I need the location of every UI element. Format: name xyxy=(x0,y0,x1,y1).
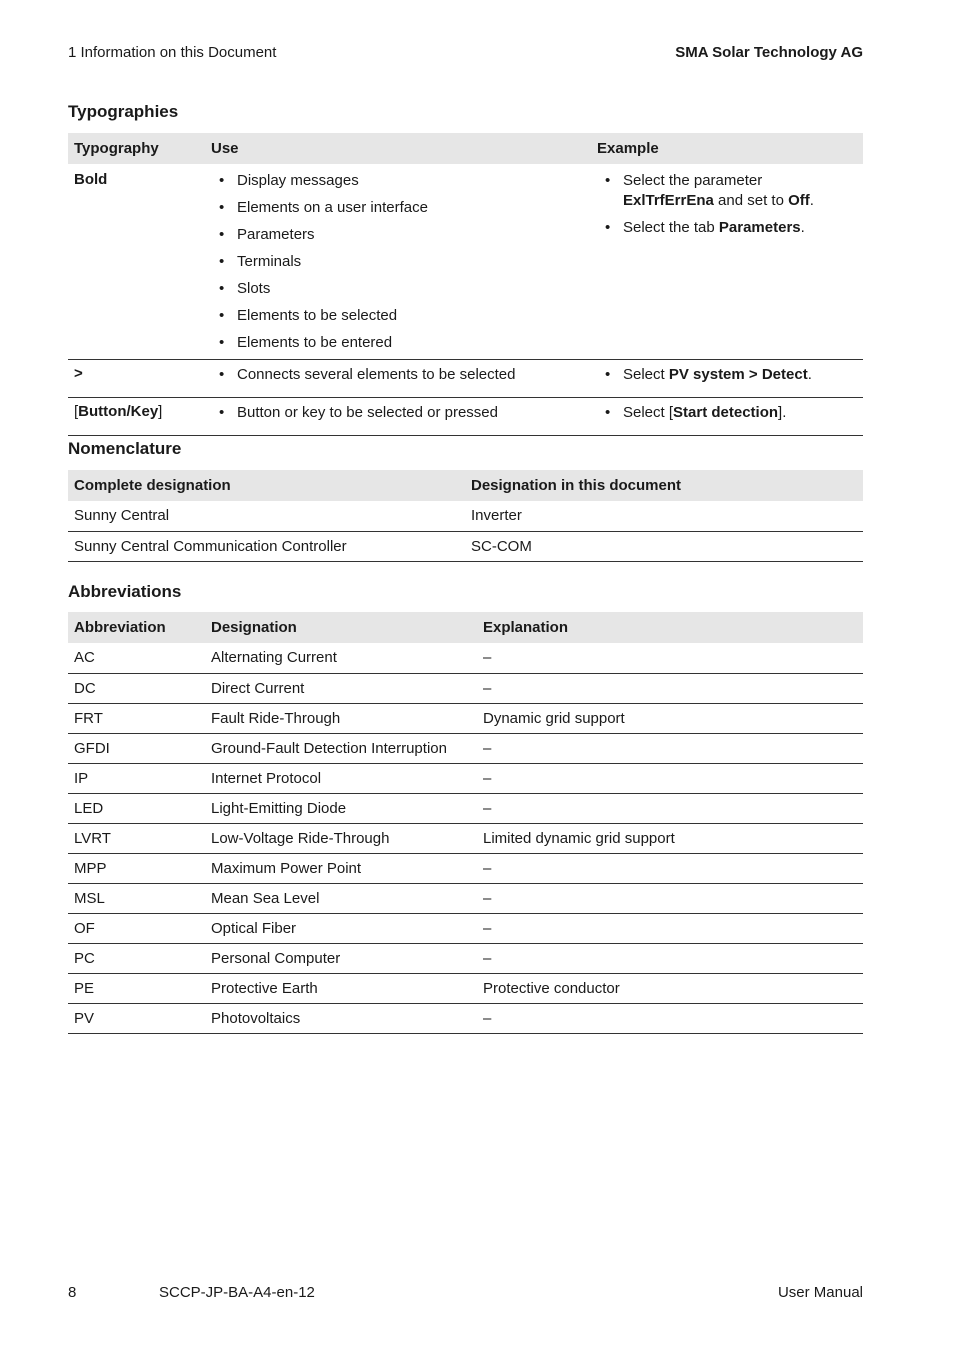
use-cell xyxy=(205,398,591,436)
example-bold-text: Start detection xyxy=(673,404,779,421)
table-row xyxy=(68,643,863,673)
bracket-text: ] xyxy=(158,403,163,420)
designation-cell: Personal Computer xyxy=(205,943,477,973)
table-row xyxy=(68,703,863,733)
list-item xyxy=(597,403,857,423)
table-row xyxy=(68,763,863,793)
example-text: and set to xyxy=(713,192,789,209)
designation-cell: Mean Sea Level xyxy=(205,883,477,913)
list-item xyxy=(597,218,857,238)
example-list xyxy=(597,365,857,385)
example-bold-text: ExlTrfErrEna xyxy=(623,192,714,209)
abbreviations-table xyxy=(68,612,863,1034)
designation-cell: Direct Current xyxy=(205,673,477,703)
explanation-cell: – xyxy=(477,943,863,973)
typographies-table xyxy=(68,133,863,436)
list-item: • Parameters xyxy=(211,225,585,245)
document-designation-cell: SC-COM xyxy=(465,531,863,561)
complete-designation-cell: Sunny Central Communication Controller xyxy=(68,531,465,561)
column-header: Complete designation xyxy=(68,470,465,501)
header-section-title: 1 Information on this Document xyxy=(68,44,277,61)
nomenclature-heading: Nomenclature xyxy=(68,439,182,458)
abbreviation-cell: PV xyxy=(68,1003,205,1033)
designation-cell: Maximum Power Point xyxy=(205,853,477,883)
use-cell xyxy=(205,360,591,398)
typography-cell: > xyxy=(68,360,205,398)
example-list xyxy=(597,171,857,238)
list-item: • Button or key to be selected or pressed xyxy=(211,403,585,423)
list-item: • Elements to be entered xyxy=(211,333,585,353)
footer-document-id: SCCP-JP-BA-A4-en-12 xyxy=(159,1284,315,1301)
table-row xyxy=(68,733,863,763)
explanation-cell: – xyxy=(477,793,863,823)
abbreviation-cell: LVRT xyxy=(68,823,205,853)
abbreviation-cell: MSL xyxy=(68,883,205,913)
column-header: Designation xyxy=(205,612,477,643)
column-header: Abbreviation xyxy=(68,612,205,643)
abbreviation-cell: GFDI xyxy=(68,733,205,763)
table-header-row xyxy=(68,612,863,643)
column-header: Designation in this document xyxy=(465,470,863,501)
footer-page-number: 8 xyxy=(68,1284,77,1301)
table-row xyxy=(68,793,863,823)
table-row xyxy=(68,883,863,913)
table-row xyxy=(68,913,863,943)
abbreviation-cell: DC xyxy=(68,673,205,703)
table-row xyxy=(68,943,863,973)
explanation-cell: – xyxy=(477,913,863,943)
typography-cell: Bold xyxy=(68,164,205,360)
table-row xyxy=(68,531,863,561)
list-item: • Display messages xyxy=(211,171,585,191)
column-header: Explanation xyxy=(477,612,863,643)
example-text: Select xyxy=(623,366,669,383)
abbreviation-cell: IP xyxy=(68,763,205,793)
designation-cell: Ground-Fault Detection Interruption xyxy=(205,733,477,763)
example-list xyxy=(597,403,857,423)
table-row xyxy=(68,823,863,853)
example-text: Select the parameter xyxy=(623,172,763,189)
example-cell xyxy=(591,398,863,436)
example-text: Select [ xyxy=(623,404,674,421)
example-bold-text: Off xyxy=(788,192,810,209)
list-item: • Terminals xyxy=(211,252,585,272)
list-item: • Connects several elements to be selected xyxy=(211,365,585,385)
column-header: Use xyxy=(205,133,591,164)
table-row xyxy=(68,398,863,436)
footer-document-type: User Manual xyxy=(777,1284,863,1301)
typography-cell xyxy=(68,398,205,436)
abbreviation-cell: PE xyxy=(68,973,205,1003)
bracket-text: [ xyxy=(74,403,79,420)
abbreviation-cell: AC xyxy=(68,643,205,673)
abbreviations-heading: Abbreviations xyxy=(68,582,182,601)
table-row xyxy=(68,853,863,883)
explanation-cell: – xyxy=(477,1003,863,1033)
example-bold-text: PV system > Detect xyxy=(668,366,808,383)
explanation-cell: Limited dynamic grid support xyxy=(477,823,863,853)
explanation-cell: – xyxy=(477,763,863,793)
abbreviation-cell: PC xyxy=(68,943,205,973)
use-list xyxy=(211,365,585,385)
table-header-row xyxy=(68,133,863,164)
typography-bold-text: Button/Key xyxy=(78,403,159,420)
typographies-heading: Typographies xyxy=(68,102,179,121)
use-list xyxy=(211,403,585,423)
table-row xyxy=(68,164,863,360)
complete-designation-cell: Sunny Central xyxy=(68,501,465,531)
abbreviation-cell: LED xyxy=(68,793,205,823)
example-cell xyxy=(591,164,863,360)
table-row xyxy=(68,501,863,531)
list-item: • Slots xyxy=(211,279,585,299)
explanation-cell: Protective conductor xyxy=(477,973,863,1003)
designation-cell: Internet Protocol xyxy=(205,763,477,793)
column-header: Typography xyxy=(68,133,205,164)
example-text: . xyxy=(809,192,814,209)
designation-cell: Light-Emitting Diode xyxy=(205,793,477,823)
designation-cell: Photovoltaics xyxy=(205,1003,477,1033)
table-row xyxy=(68,1003,863,1033)
example-text: Select the tab xyxy=(623,219,719,236)
example-text: . xyxy=(800,219,805,236)
header-company: SMA Solar Technology AG xyxy=(675,44,863,61)
designation-cell: Optical Fiber xyxy=(205,913,477,943)
use-cell xyxy=(205,164,591,360)
example-cell xyxy=(591,360,863,398)
designation-cell: Protective Earth xyxy=(205,973,477,1003)
abbreviation-cell: FRT xyxy=(68,703,205,733)
designation-cell: Alternating Current xyxy=(205,643,477,673)
list-item xyxy=(597,365,857,385)
designation-cell: Low-Voltage Ride-Through xyxy=(205,823,477,853)
abbreviation-cell: MPP xyxy=(68,853,205,883)
example-bold-text: Parameters xyxy=(718,219,801,236)
nomenclature-table xyxy=(68,470,863,562)
explanation-cell: – xyxy=(477,673,863,703)
list-item: • Elements to be selected xyxy=(211,306,585,326)
list-item: • Elements on a user interface xyxy=(211,198,585,218)
table-header-row xyxy=(68,470,863,501)
designation-cell: Fault Ride-Through xyxy=(205,703,477,733)
use-list xyxy=(211,171,585,353)
abbreviation-cell: OF xyxy=(68,913,205,943)
document-designation-cell: Inverter xyxy=(465,501,863,531)
example-text: . xyxy=(807,366,812,383)
list-item xyxy=(597,171,857,211)
table-row xyxy=(68,973,863,1003)
explanation-cell: – xyxy=(477,643,863,673)
explanation-cell: – xyxy=(477,733,863,763)
column-header: Example xyxy=(591,133,863,164)
example-text: ]. xyxy=(778,404,787,421)
table-row xyxy=(68,360,863,398)
explanation-cell: Dynamic grid support xyxy=(477,703,863,733)
table-row xyxy=(68,673,863,703)
explanation-cell: – xyxy=(477,883,863,913)
explanation-cell: – xyxy=(477,853,863,883)
